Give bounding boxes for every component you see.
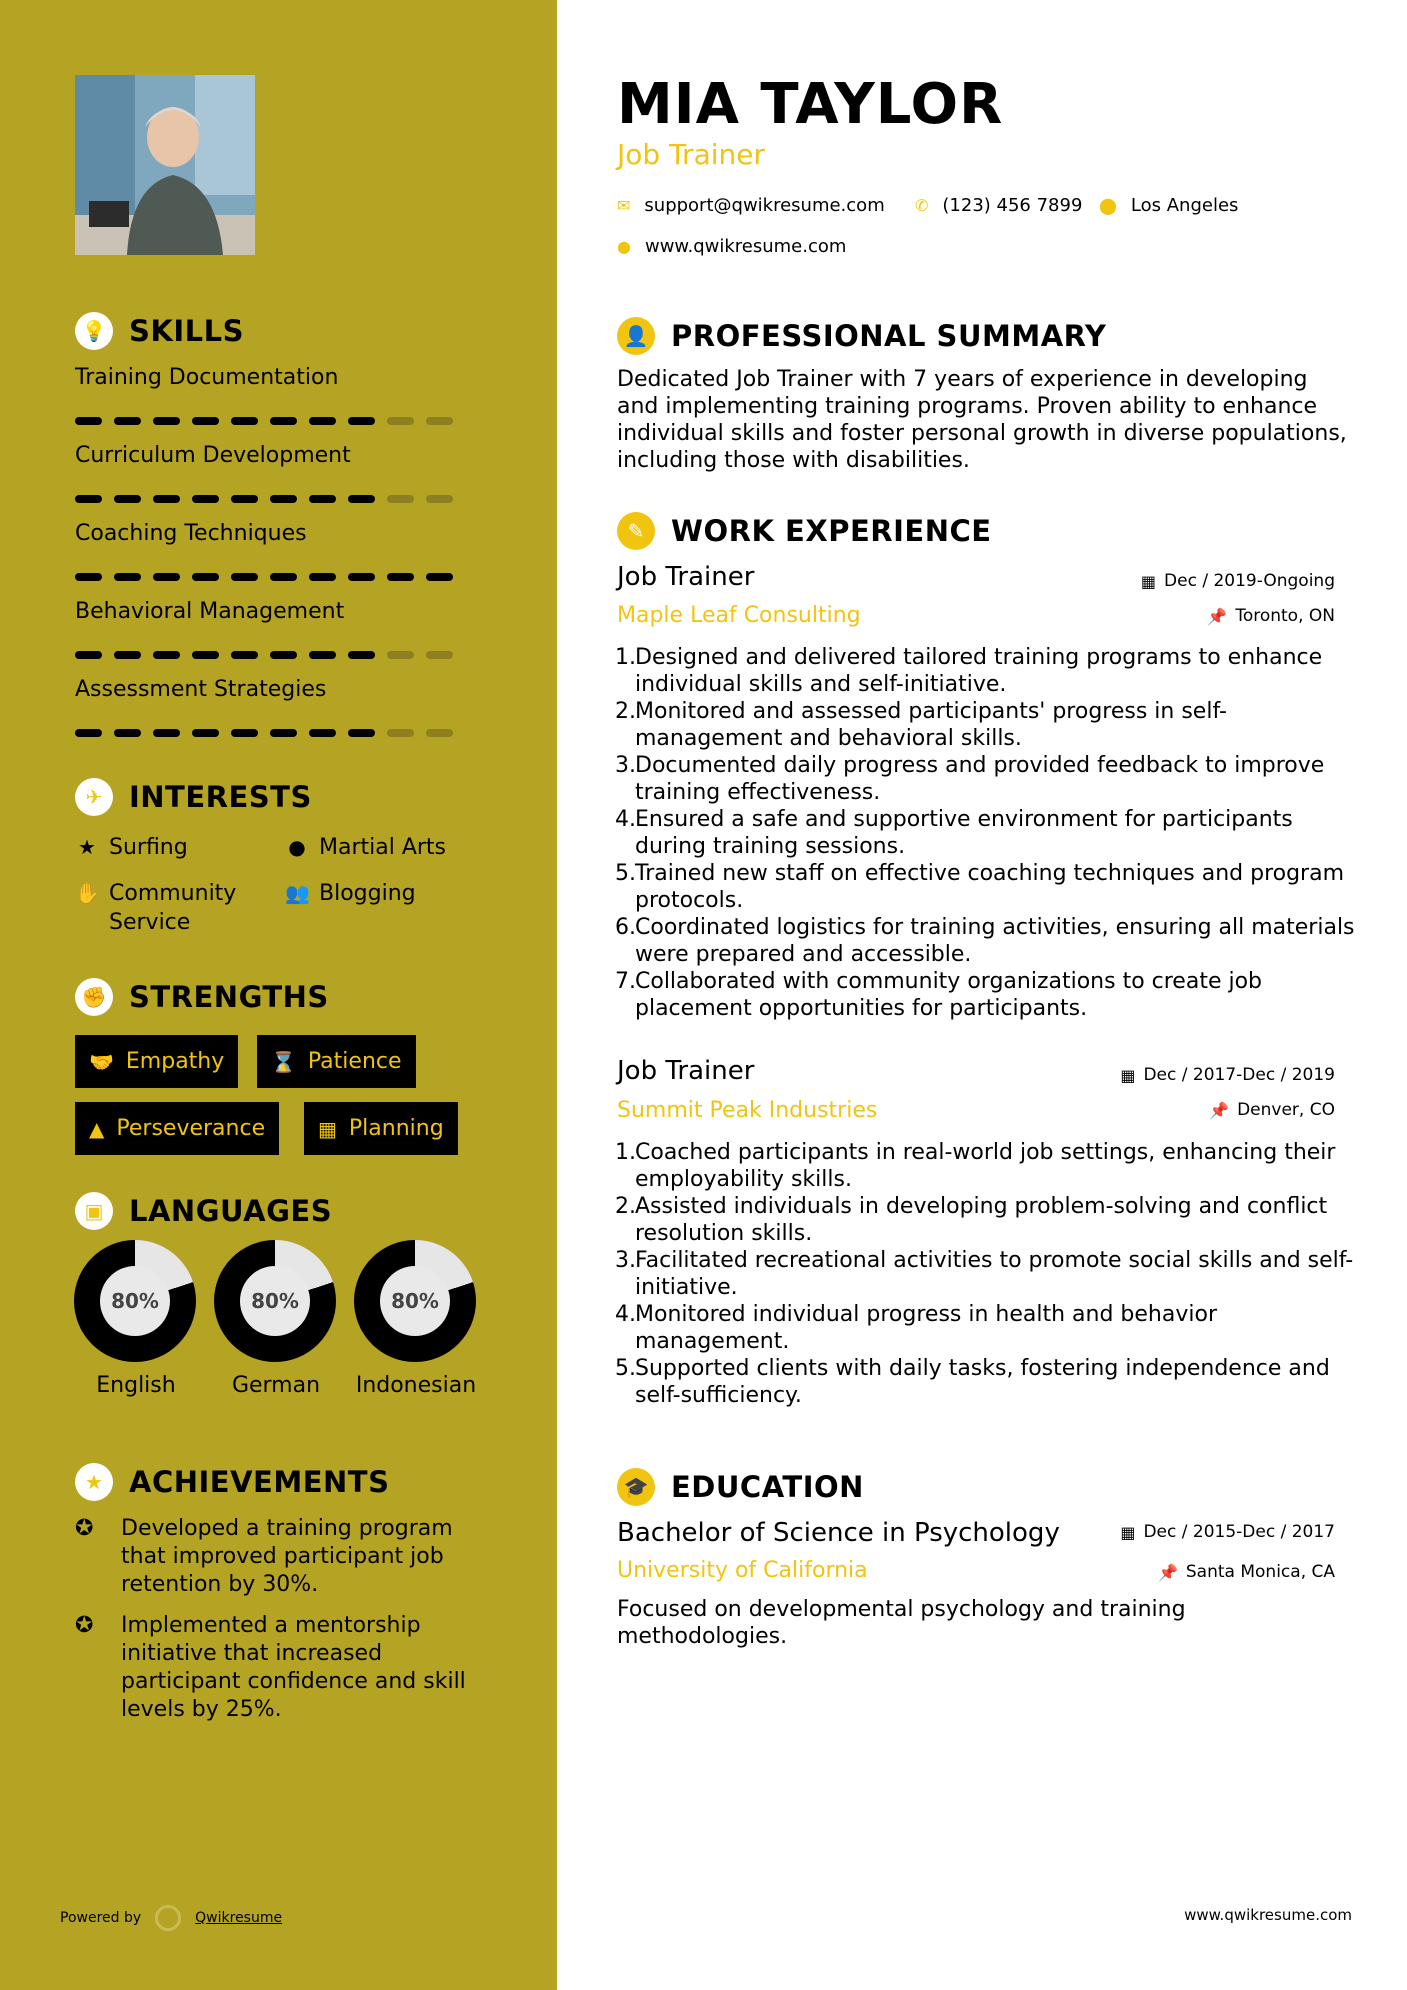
- duty-item: 4. Ensured a safe and supportive environment for participants during training sessions.: [615, 807, 1293, 859]
- skill-level-dash: [348, 573, 375, 581]
- job-title: Job Trainer: [617, 562, 755, 592]
- language-ring: 80%: [354, 1240, 476, 1362]
- skill-level-dash: [387, 651, 414, 659]
- skill-level-dash: [192, 573, 219, 581]
- skill-level-dash: [75, 651, 102, 659]
- skill-level-dash: [114, 417, 141, 425]
- user-icon: 👤: [617, 317, 655, 355]
- strengths-heading: ✊ STRENGTHS: [75, 978, 329, 1016]
- skill-level-dash: [387, 417, 414, 425]
- skill-level-dash: [270, 495, 297, 503]
- sidebar: [0, 0, 557, 1990]
- strength-chip: ▲ Perseverance: [75, 1102, 279, 1155]
- interest-item: ✋ Community Service: [75, 881, 237, 935]
- skill-level-dash: [192, 495, 219, 503]
- languages-heading: ▣ LANGUAGES: [75, 1192, 332, 1230]
- summary-text: Dedicated Job Trainer with 7 years of experience in developing and implementing training programs. Proven ability to enhance individual skills and foster personal growth in diverse populations, including those with disabilities.: [617, 367, 1347, 473]
- pin-icon: 📌: [1157, 1562, 1178, 1582]
- strength-chip: 🤝 Empathy: [75, 1035, 238, 1088]
- briefcase-icon: ✎: [617, 512, 655, 550]
- lightbulb-icon: 💡: [75, 312, 113, 350]
- achievement-item: ✪ Developed a training program that improved participant job retention by 30%.: [75, 1516, 453, 1597]
- calendar-icon: ▦: [1120, 1522, 1136, 1542]
- hand-icon: ✋: [75, 881, 100, 905]
- contact-phone[interactable]: ✆ (123) 456 7899: [915, 195, 1083, 216]
- skill-level-dash: [309, 729, 336, 737]
- skill-level-dash: [387, 495, 414, 503]
- achievement-item: ✪ Implemented a mentorship initiative that increased participant confidence and skill levels by 25%.: [75, 1613, 466, 1722]
- skill-level-dash: [270, 729, 297, 737]
- pin-icon: 📌: [1207, 606, 1228, 626]
- map-marker-icon: ⬤: [1099, 196, 1117, 215]
- envelope-icon: ✉: [617, 196, 631, 215]
- qwikresume-link[interactable]: Qwikresume: [195, 1910, 283, 1926]
- skill-level-bar: [75, 417, 453, 425]
- job-title: Job Trainer: [617, 1056, 755, 1086]
- duty-item: 5. Supported clients with daily tasks, fostering independence and self-sufficiency.: [615, 1356, 1330, 1408]
- skill-level-dash: [192, 729, 219, 737]
- skill-name: Training Documentation: [75, 365, 339, 390]
- hourglass-icon: ⌛: [271, 1049, 296, 1074]
- skill-level-dash: [309, 573, 336, 581]
- skill-level-dash: [426, 729, 453, 737]
- duty-item: 4. Monitored individual progress in health and behavior management.: [615, 1302, 1217, 1354]
- job-location: 📌 Denver, CO: [1209, 1100, 1335, 1120]
- skill-level-dash: [192, 651, 219, 659]
- duty-item: 3. Documented daily progress and provided feedback to improve training effectiveness.: [615, 753, 1325, 805]
- skill-level-dash: [387, 573, 414, 581]
- contact-location: ⬤ Los Angeles: [1099, 195, 1239, 216]
- skill-level-bar: [75, 651, 453, 659]
- interests-heading: ✈ INTERESTS: [75, 778, 312, 816]
- road-icon: ▲: [89, 1116, 105, 1141]
- skill-level-dash: [348, 417, 375, 425]
- contact-website[interactable]: ● www.qwikresume.com: [617, 236, 847, 257]
- skill-name: Assessment Strategies: [75, 677, 327, 702]
- skill-level-dash: [387, 729, 414, 737]
- candidate-title: Job Trainer: [617, 138, 765, 171]
- education-location: 📌 Santa Monica, CA: [1157, 1562, 1335, 1582]
- skill-level-bar: [75, 729, 453, 737]
- skill-level-dash: [270, 651, 297, 659]
- interest-item: ★ Surfing: [75, 833, 275, 862]
- id-card-icon: ▣: [75, 1192, 113, 1230]
- users-icon: 👥: [285, 881, 310, 905]
- skill-level-dash: [75, 729, 102, 737]
- skill-level-dash: [426, 495, 453, 503]
- skill-level-dash: [270, 573, 297, 581]
- paper-plane-icon: ✈: [75, 778, 113, 816]
- summary-heading: 👤 PROFESSIONAL SUMMARY: [617, 317, 1106, 355]
- stars-icon: ✪: [75, 1516, 94, 1541]
- education-heading: 🎓 EDUCATION: [617, 1468, 864, 1506]
- job-duties-list: [615, 644, 1355, 1022]
- graduation-icon: 🎓: [617, 1468, 655, 1506]
- interest-item: 👥 Blogging: [285, 881, 416, 906]
- contact-email[interactable]: ✉ support@qwikresume.com: [617, 195, 885, 216]
- experience-heading: ✎ WORK EXPERIENCE: [617, 512, 992, 550]
- job-company: Summit Peak Industries: [617, 1098, 878, 1123]
- skill-level-dash: [153, 729, 180, 737]
- skill-level-dash: [348, 495, 375, 503]
- achievements-heading: ★ ACHIEVEMENTS: [75, 1463, 389, 1501]
- star-icon: ★: [78, 835, 96, 859]
- skill-level-dash: [426, 651, 453, 659]
- skill-level-dash: [75, 495, 102, 503]
- job-duties-list: [615, 1139, 1355, 1409]
- skill-name: Behavioral Management: [75, 599, 345, 624]
- skill-level-dash: [231, 651, 258, 659]
- skill-level-dash: [309, 651, 336, 659]
- skill-level-dash: [114, 729, 141, 737]
- qwikresume-logo-icon: [155, 1905, 181, 1931]
- degree-title: Bachelor of Science in Psychology: [617, 1518, 1060, 1548]
- language-ring: 80%: [74, 1240, 196, 1362]
- duty-item: 7. Collaborated with community organizations to create job placement opportunities for participants.: [615, 969, 1263, 1021]
- skill-level-dash: [426, 417, 453, 425]
- profile-photo: [75, 75, 255, 255]
- fist-icon: ✊: [75, 978, 113, 1016]
- skill-level-dash: [192, 417, 219, 425]
- handshake-icon: 🤝: [89, 1049, 114, 1074]
- calendar-icon: ▦: [1140, 571, 1157, 591]
- powered-by: Powered by Qwikresume: [60, 1905, 282, 1931]
- skill-level-bar: [75, 495, 453, 503]
- education-description: Focused on developmental psychology and training methodologies.: [617, 1597, 1186, 1649]
- calendar-icon: ▦: [1120, 1065, 1136, 1085]
- skill-level-dash: [309, 417, 336, 425]
- skills-heading: 💡 SKILLS: [75, 312, 244, 350]
- language-item: 80% Indonesian: [354, 1240, 478, 1400]
- skill-name: Curriculum Development: [75, 443, 351, 468]
- skill-level-dash: [153, 573, 180, 581]
- job-dates: ▦ Dec / 2019-Ongoing: [1140, 571, 1335, 591]
- job-location: 📌 Toronto, ON: [1207, 606, 1335, 626]
- skill-level-bar: [75, 573, 453, 581]
- skill-level-dash: [231, 417, 258, 425]
- skill-level-dash: [231, 729, 258, 737]
- skill-level-dash: [270, 417, 297, 425]
- strength-chip: ⌛ Patience: [257, 1035, 416, 1088]
- duty-item: 1. Coached participants in real-world job settings, enhancing their employability skills.: [615, 1140, 1336, 1192]
- medal-icon: ★: [75, 1463, 113, 1501]
- skill-level-dash: [75, 417, 102, 425]
- skill-level-dash: [348, 729, 375, 737]
- globe-icon: ●: [288, 835, 306, 859]
- language-ring: 80%: [214, 1240, 336, 1362]
- main-content: [557, 0, 1407, 1990]
- skill-level-dash: [426, 573, 453, 581]
- skill-level-dash: [309, 495, 336, 503]
- skill-level-dash: [231, 495, 258, 503]
- skill-level-dash: [153, 417, 180, 425]
- interest-item: ● Martial Arts: [285, 833, 485, 862]
- skill-level-dash: [231, 573, 258, 581]
- skill-level-dash: [348, 651, 375, 659]
- phone-icon: ✆: [915, 196, 929, 215]
- strength-chip: ▦ Planning: [304, 1102, 458, 1155]
- duty-item: 6. Coordinated logistics for training activities, ensuring all materials were prepared and accessible.: [615, 915, 1355, 967]
- skill-level-dash: [153, 495, 180, 503]
- skill-level-dash: [114, 495, 141, 503]
- duty-item: 1. Designed and delivered tailored training programs to enhance individual skills and self-initiative.: [615, 645, 1323, 697]
- duty-item: 2. Assisted individuals in developing problem-solving and conflict resolution skills.: [615, 1194, 1328, 1246]
- job-dates: ▦ Dec / 2017-Dec / 2019: [1120, 1065, 1335, 1085]
- duty-item: 2. Monitored and assessed participants' progress in self-management and behavioral skills.: [615, 699, 1227, 751]
- globe-icon: ●: [617, 237, 631, 256]
- duty-item: 3. Facilitated recreational activities to promote social skills and self-initiative.: [615, 1248, 1354, 1300]
- skill-level-dash: [153, 651, 180, 659]
- education-dates: ▦ Dec / 2015-Dec / 2017: [1120, 1522, 1335, 1542]
- pin-icon: 📌: [1209, 1100, 1230, 1120]
- language-item: 80% English: [74, 1240, 198, 1400]
- skill-level-dash: [114, 651, 141, 659]
- skill-level-dash: [114, 573, 141, 581]
- calendar-icon: ▦: [318, 1116, 337, 1141]
- job-company: Maple Leaf Consulting: [617, 603, 861, 628]
- skill-level-dash: [75, 573, 102, 581]
- candidate-name: MIA TAYLOR: [617, 72, 1004, 137]
- stars-icon: ✪: [75, 1613, 94, 1638]
- duty-item: 5. Trained new staff on effective coaching techniques and program protocols.: [615, 861, 1345, 913]
- language-item: 80% German: [214, 1240, 338, 1400]
- footer-url[interactable]: www.qwikresume.com: [1184, 1906, 1352, 1924]
- skill-name: Coaching Techniques: [75, 521, 307, 546]
- school-name: University of California: [617, 1558, 868, 1583]
